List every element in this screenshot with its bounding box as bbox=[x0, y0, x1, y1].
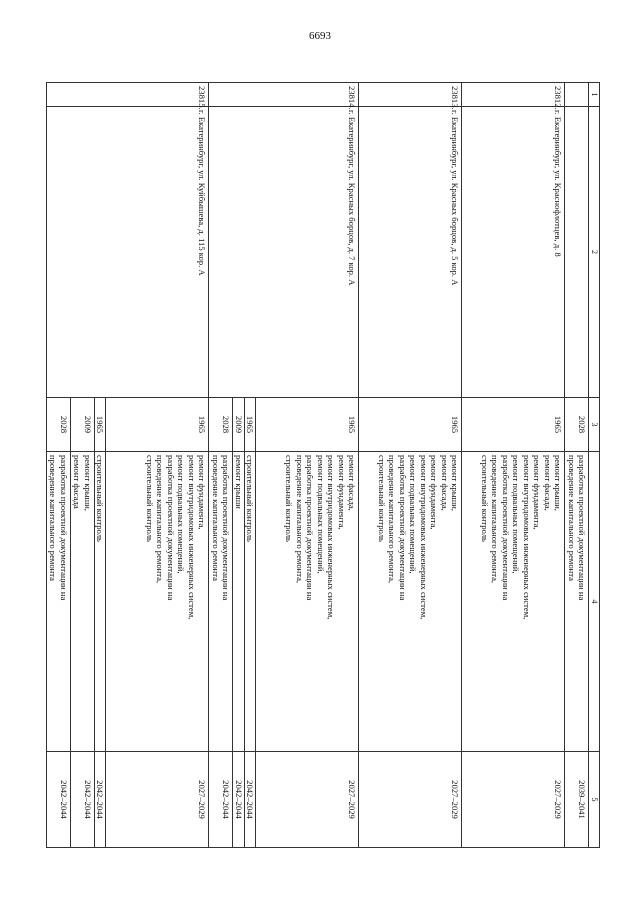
cell-work bbox=[46, 452, 70, 752]
column-header-5: 5 bbox=[589, 752, 600, 848]
capital-repair-table bbox=[46, 82, 600, 848]
work-line: строительный контроль bbox=[95, 455, 106, 542]
cell-year: 1965 bbox=[256, 398, 359, 452]
work-line: ремонт подвальных помещений, bbox=[511, 455, 522, 574]
work-line: ремонт фундамента, bbox=[429, 455, 440, 530]
cell-num: 23813. bbox=[359, 83, 462, 107]
cell-period: 2042–2044 bbox=[46, 752, 70, 848]
cell-period: 2027–2029 bbox=[106, 752, 209, 848]
work-line: разработка проектной документации на bbox=[500, 455, 511, 601]
entries-body bbox=[46, 83, 564, 848]
cell-year: 1965 bbox=[94, 398, 105, 452]
cell-period: 2042–2044 bbox=[233, 752, 244, 848]
work-line: проведение капитального ремонта, bbox=[294, 455, 305, 584]
cell-work bbox=[209, 452, 233, 752]
cell-period: 2042–2044 bbox=[94, 752, 105, 848]
table-row bbox=[106, 83, 209, 848]
work-line: разработка проектной документации на bbox=[165, 455, 176, 601]
work-line: ремонт фасада, bbox=[347, 455, 358, 511]
column-header-1: 1 bbox=[589, 83, 600, 107]
work-line: ремонт фасада, bbox=[439, 455, 450, 511]
work-line: ремонт внутридомовых инженерных систем, bbox=[186, 455, 197, 620]
column-header-3: 3 bbox=[589, 398, 600, 452]
cell-address: г. Екатеринбург, ул. Красных борцов, д. 5 кор. А bbox=[359, 107, 462, 398]
cell-period: 2042–2044 bbox=[209, 752, 233, 848]
cell-work bbox=[256, 452, 359, 752]
cell-period: 2039–2041 bbox=[565, 752, 589, 848]
column-header-4: 4 bbox=[589, 452, 600, 752]
cell-year: 2028 bbox=[209, 398, 233, 452]
cell-period: 2042–2044 bbox=[70, 752, 94, 848]
cell-num bbox=[565, 83, 589, 107]
cell-year: 2009 bbox=[70, 398, 94, 452]
cell-work: разработка проектной документации на проведение капитального ремонта bbox=[565, 452, 589, 752]
cell-work bbox=[70, 452, 94, 752]
table-row bbox=[256, 83, 359, 848]
cell-work bbox=[233, 452, 244, 752]
work-line: ремонт крыши, bbox=[450, 455, 461, 511]
cell-year: 1965 bbox=[244, 398, 255, 452]
cell-num: 23815. bbox=[46, 83, 208, 107]
cell-period: 2027–2029 bbox=[256, 752, 359, 848]
work-line: разработка проектной документации на bbox=[58, 455, 69, 601]
work-line: ремонт крыши, bbox=[82, 455, 93, 511]
cell-year: 1965 bbox=[359, 398, 462, 452]
cell-year: 2028 bbox=[565, 398, 589, 452]
page-number: 6693 bbox=[309, 30, 331, 42]
table-row bbox=[462, 83, 565, 848]
cell-address: г. Екатеринбург, ул. Красных борцов, д. 7 кор. А bbox=[209, 107, 359, 398]
cell-period: 2027–2029 bbox=[359, 752, 462, 848]
work-line: строительный контроль bbox=[479, 455, 490, 542]
rotated-table-container bbox=[48, 82, 600, 847]
work-line: разработка проектной документации на bbox=[397, 455, 408, 601]
cell-address: г. Екатеринбург, ул. Краснофлотцев, д. 8 bbox=[462, 107, 565, 398]
cell-year: 2028 bbox=[46, 398, 70, 452]
work-line: ремонт подвальных помещений, bbox=[408, 455, 419, 574]
work-line: ремонт фундамента, bbox=[532, 455, 543, 530]
work-line: строительный контроль bbox=[376, 455, 387, 542]
work-line: строительный контроль bbox=[144, 455, 155, 542]
work-line: проведение капитального ремонта, bbox=[490, 455, 501, 584]
cell-work bbox=[94, 452, 105, 752]
work-line: ремонт подвальных помещений, bbox=[176, 455, 187, 574]
column-header-row bbox=[589, 83, 600, 848]
work-line: ремонт фундамента, bbox=[336, 455, 347, 530]
work-line: ремонт фундамента, bbox=[197, 455, 208, 530]
work-line: проведение капитального ремонта bbox=[48, 455, 59, 581]
cell-work bbox=[462, 452, 565, 752]
work-line: строительный контроль bbox=[284, 455, 295, 542]
cell-year: 2009 bbox=[233, 398, 244, 452]
work-line: ремонт фасада, bbox=[542, 455, 553, 511]
work-line: ремонт внутридомовых инженерных систем, bbox=[418, 455, 429, 620]
work-line: проведение капитального ремонта bbox=[210, 455, 221, 581]
cell-num: 23814. bbox=[209, 83, 359, 107]
cell-work bbox=[359, 452, 462, 752]
work-line: проведение капитального ремонта, bbox=[155, 455, 166, 584]
work-line: ремонт подвальных помещений, bbox=[315, 455, 326, 574]
cell-address bbox=[565, 107, 589, 398]
work-line: проведение капитального ремонта, bbox=[387, 455, 398, 584]
work-line: строительный контроль bbox=[245, 455, 256, 542]
work-line: ремонт фасада bbox=[72, 455, 83, 509]
table-row bbox=[359, 83, 462, 848]
cell-address: г. Екатеринбург, ул. Куйбышева, д. 115 кор. А bbox=[46, 107, 208, 398]
work-line: разработка проектной документации на bbox=[305, 455, 316, 601]
cell-work bbox=[106, 452, 209, 752]
cell-year: 1965 bbox=[462, 398, 565, 452]
cell-year: 1965 bbox=[106, 398, 209, 452]
continuation-row bbox=[565, 83, 589, 848]
work-line: разработка проектной документации на bbox=[221, 455, 232, 601]
cell-period: 2027–2029 bbox=[462, 752, 565, 848]
cell-period: 2042–2044 bbox=[244, 752, 255, 848]
column-header-2: 2 bbox=[589, 107, 600, 398]
work-line: ремонт внутридомовых инженерных систем, bbox=[326, 455, 337, 620]
cell-work bbox=[244, 452, 255, 752]
work-line: ремонт внутридомовых инженерных систем, bbox=[521, 455, 532, 620]
work-line: ремонт крыши, bbox=[553, 455, 564, 511]
cell-num: 23812. bbox=[462, 83, 565, 107]
work-line: ремонт крыши bbox=[233, 455, 244, 509]
